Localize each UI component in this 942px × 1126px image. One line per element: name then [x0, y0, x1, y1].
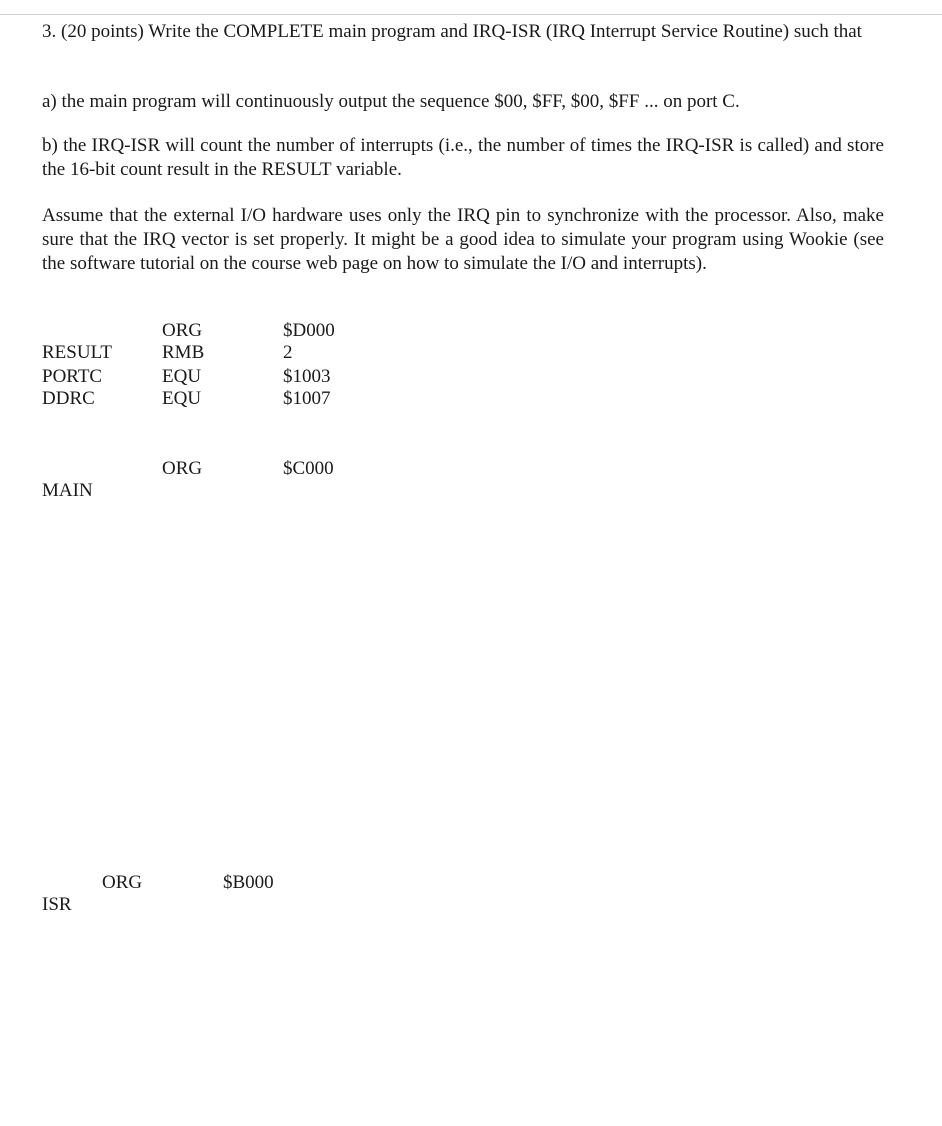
code-label-ddrc: DDRC — [42, 388, 95, 409]
code-operand-rmb: 2 — [283, 342, 293, 363]
code-op-org-data: ORG — [162, 320, 203, 341]
question-intro: 3. (20 points) Write the COMPLETE main program and IRQ-ISR (IRQ Interrupt Service Routine) such that — [42, 21, 862, 42]
code-label-isr: ISR — [42, 894, 72, 915]
code-op-equ-portc: EQU — [162, 366, 202, 387]
question-assumption: Assume that the external I/O hardware uses only the IRQ pin to synchronize with the processor. Also, make sure that the IRQ vector is set properly. It might be a good idea to simulate your program using Wookie (see the software tutorial on the course web page on how to simulate the I/O and interrupts). — [42, 205, 884, 274]
question-part-b: b) the IRQ-ISR will count the number of interrupts (i.e., the number of times the IRQ-ISR is called) and store the 16-bit count result in the RESULT variable. — [42, 135, 884, 180]
code-label-main: MAIN — [42, 480, 93, 501]
code-op-org-main: ORG — [162, 458, 203, 479]
code-operand-ddrc: $1007 — [283, 388, 331, 409]
code-op-rmb: RMB — [162, 342, 205, 363]
code-operand-portc: $1003 — [283, 366, 331, 387]
code-label-result: RESULT — [42, 342, 113, 363]
code-label-portc: PORTC — [42, 366, 103, 387]
question-part-a: a) the main program will continuously output the sequence $00, $FF, $00, $FF ... on port C. — [42, 91, 740, 112]
code-operand-org-isr: $B000 — [223, 872, 274, 893]
code-operand-org-main: $C000 — [283, 458, 334, 479]
top-divider — [0, 14, 942, 15]
code-op-org-isr: ORG — [102, 872, 143, 893]
code-operand-org-data: $D000 — [283, 320, 335, 341]
code-op-equ-ddrc: EQU — [162, 388, 202, 409]
